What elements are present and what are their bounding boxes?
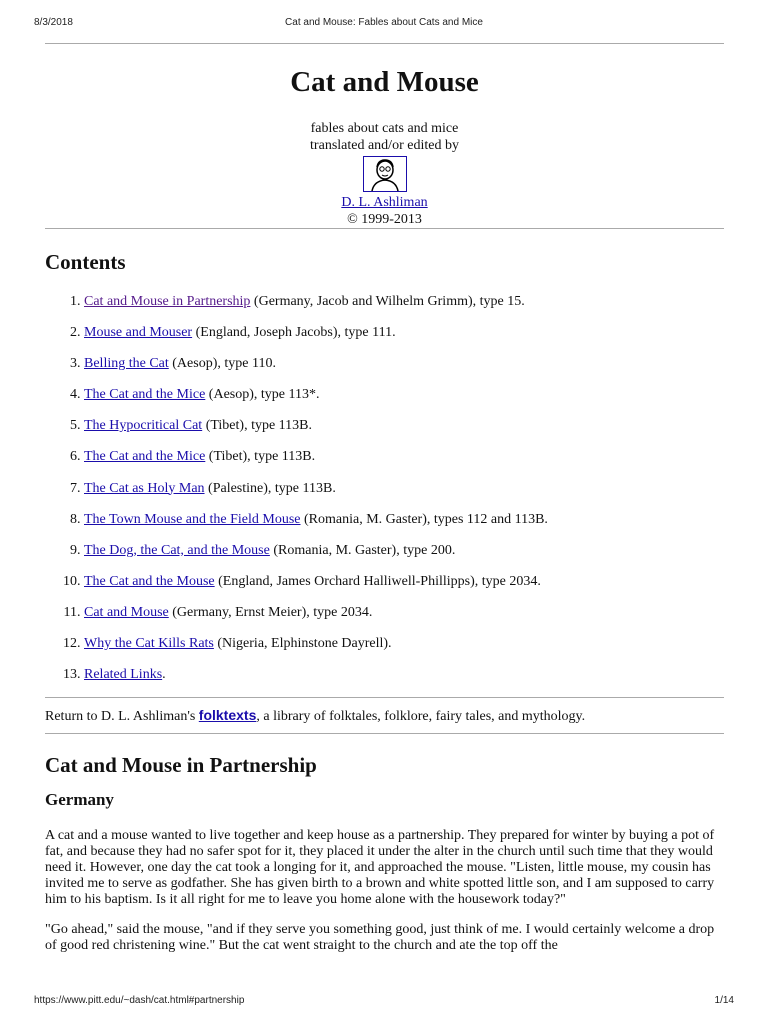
toc-item-details: (Romania, M. Gaster), type 200. bbox=[269, 542, 456, 558]
print-page-number: 1/14 bbox=[714, 995, 734, 1006]
copyright: © 1999-2013 bbox=[347, 212, 422, 227]
toc-link[interactable]: The Cat and the Mice bbox=[84, 449, 206, 465]
toc-item-details: (Romania, M. Gaster), types 112 and 113B. bbox=[300, 511, 548, 527]
print-footer bbox=[0, 995, 768, 1015]
toc-item bbox=[84, 355, 724, 372]
story-paragraph: "Go ahead," said the mouse, "and if they serve you something good, just think of me. I would certainly welcome a drop of good red christening wine." But the cat went straight to the church and ate the top off the bbox=[45, 922, 715, 954]
folktexts-link[interactable]: folktexts bbox=[198, 707, 257, 724]
toc-item bbox=[84, 604, 724, 621]
toc-link[interactable]: Cat and Mouse in Partnership bbox=[84, 294, 251, 309]
toc-item bbox=[84, 448, 724, 465]
toc-item bbox=[84, 324, 724, 341]
toc-link[interactable]: The Dog, the Cat, and the Mouse bbox=[84, 542, 270, 558]
toc-item bbox=[84, 293, 724, 310]
page-content bbox=[45, 43, 724, 968]
print-doc-title: Cat and Mouse: Fables about Cats and Mice bbox=[285, 17, 483, 28]
toc-link[interactable]: Related Links bbox=[84, 667, 163, 683]
toc-item bbox=[84, 542, 724, 559]
byline-line-1: fables about cats and mice bbox=[310, 121, 459, 136]
toc-link[interactable]: The Cat and the Mice bbox=[84, 387, 206, 403]
byline bbox=[45, 120, 724, 228]
toc-item-details: (Germany, Ernst Meier), type 2034. bbox=[168, 604, 373, 620]
return-prefix: Return to D. L. Ashliman's bbox=[45, 709, 199, 725]
toc-item bbox=[84, 635, 724, 652]
author-link[interactable]: D. L. Ashliman bbox=[341, 195, 428, 210]
print-url: https://www.pitt.edu/~dash/cat.html#partnership bbox=[34, 995, 245, 1006]
divider-after-return bbox=[45, 733, 724, 734]
toc-link[interactable]: Belling the Cat bbox=[84, 356, 169, 372]
section-heading: Cat and Mouse in Partnership bbox=[45, 753, 317, 778]
toc-item-details: (Aesop), type 110. bbox=[168, 356, 276, 372]
section-subheading: Germany bbox=[45, 790, 114, 810]
author-portrait-icon[interactable] bbox=[363, 156, 407, 192]
toc-item bbox=[84, 511, 724, 528]
toc-link[interactable]: Why the Cat Kills Rats bbox=[84, 636, 214, 652]
toc-link[interactable]: The Town Mouse and the Field Mouse bbox=[84, 511, 301, 527]
divider-after-byline bbox=[45, 228, 724, 229]
toc-item bbox=[84, 417, 724, 434]
toc-item bbox=[84, 386, 724, 403]
print-header bbox=[0, 0, 768, 36]
contents-heading: Contents bbox=[45, 250, 126, 274]
toc-item-details: (England, James Orchard Halliwell-Phillipps), type 2034. bbox=[214, 573, 541, 589]
return-line bbox=[45, 698, 724, 733]
toc-link[interactable]: The Cat as Holy Man bbox=[84, 480, 205, 496]
toc-link[interactable]: The Hypocritical Cat bbox=[84, 418, 203, 434]
contents-list bbox=[45, 293, 724, 683]
toc-link[interactable]: The Cat and the Mouse bbox=[84, 573, 215, 589]
toc-item-details: (England, Joseph Jacobs), type 111. bbox=[192, 325, 396, 341]
print-date: 8/3/2018 bbox=[34, 17, 73, 28]
toc-item-details: (Palestine), type 113B. bbox=[204, 480, 336, 496]
toc-item bbox=[84, 573, 724, 590]
toc-item-details: (Nigeria, Elphinstone Dayrell). bbox=[213, 636, 392, 652]
toc-link[interactable]: Cat and Mouse bbox=[84, 604, 169, 620]
top-divider bbox=[45, 43, 724, 44]
story-paragraph: A cat and a mouse wanted to live together and keep house as a partnership. They prepared for winter by buying a pot of fat, and because they had no safer spot for it, they placed it under the alter in the church until such time that they would need it. However, one day the cat took a longing for it, and approached the mouse. "Listen, little mouse, my cousin has invited me to serve as godfather. She has given birth to a brown and white spotted little son, and I am supposed to carry him to his baptism. Is it all right for me to leave you home alone with the housework today?" bbox=[45, 828, 715, 908]
return-suffix: , a library of folktales, folklore, fairy tales, and mythology. bbox=[256, 709, 586, 725]
toc-item-details: (Tibet), type 113B. bbox=[205, 449, 316, 465]
toc-item-details: . bbox=[162, 667, 166, 683]
page-title: Cat and Mouse bbox=[290, 66, 479, 98]
toc-item bbox=[84, 666, 724, 683]
toc-item-details: (Tibet), type 113B. bbox=[202, 418, 312, 434]
byline-line-2: translated and/or edited by bbox=[310, 138, 459, 153]
toc-item bbox=[84, 480, 724, 497]
toc-link[interactable]: Mouse and Mouser bbox=[84, 325, 193, 341]
toc-item-details: (Germany, Jacob and Wilhelm Grimm), type 15. bbox=[250, 294, 525, 309]
toc-item-details: (Aesop), type 113*. bbox=[205, 387, 320, 403]
